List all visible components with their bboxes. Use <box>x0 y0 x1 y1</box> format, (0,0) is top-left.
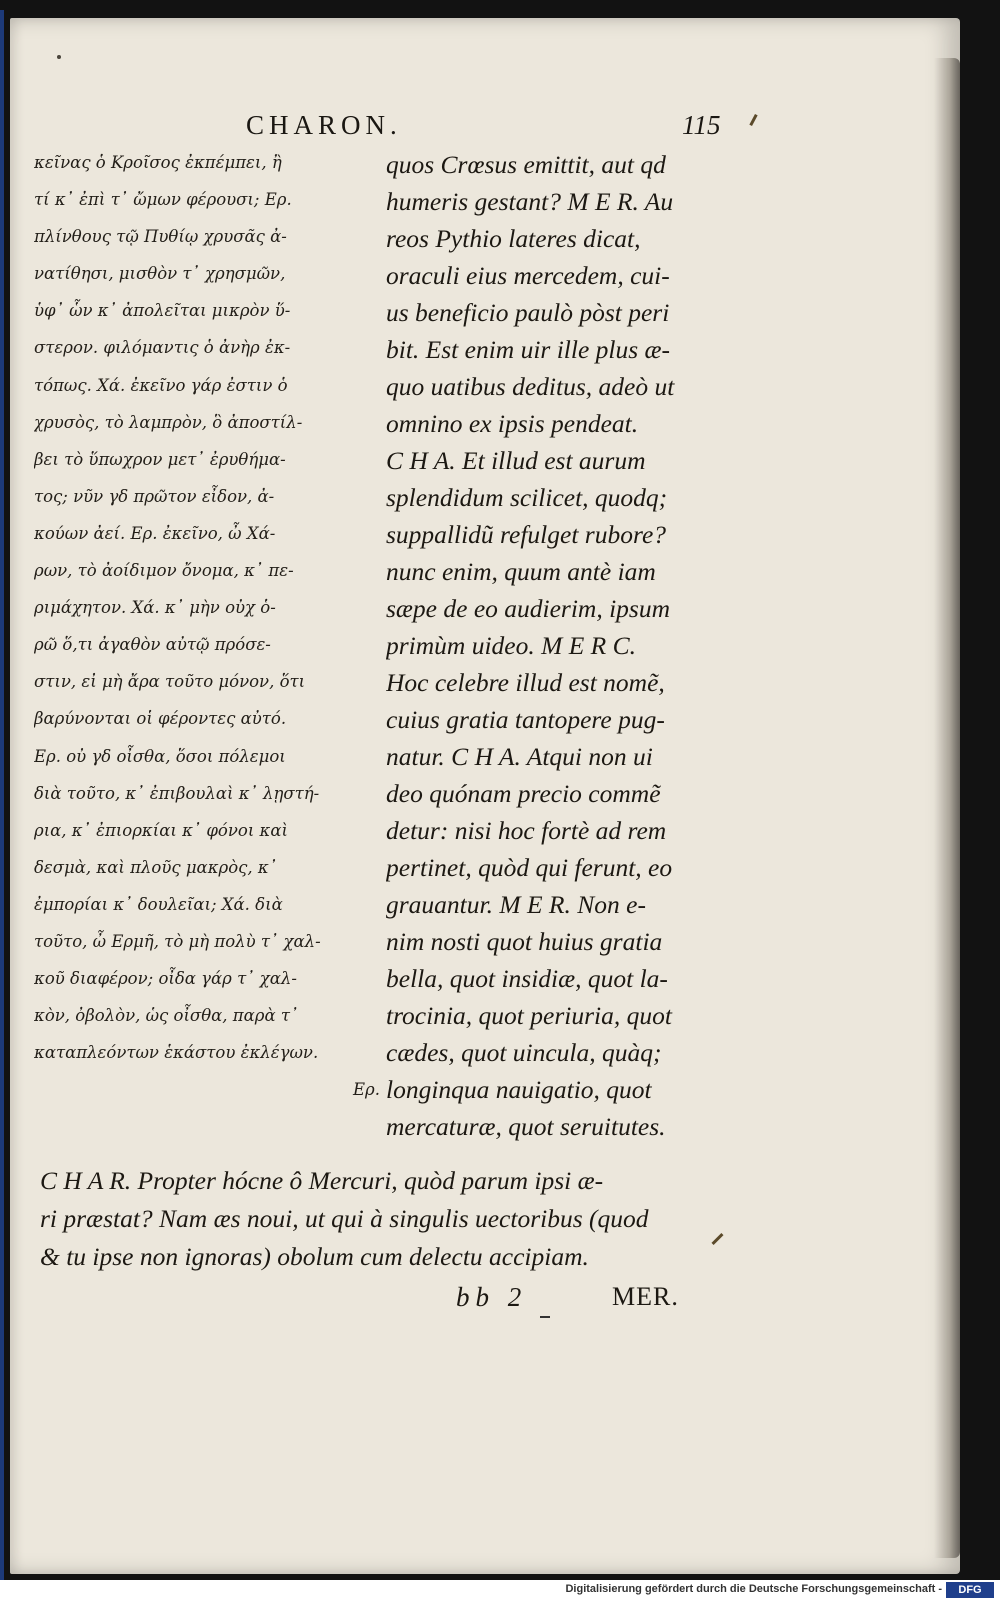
latin-text-line: grauantur. M E R. Non e- <box>386 890 646 919</box>
greek-text-line: ὑφ᾽ ὧν κ᾽ ἀπολεῖται μικρὸν ὕ- <box>34 301 291 321</box>
greek-text-line: κοῦ διαφέρον; οἶδα γάρ τ᾽ χαλ- <box>34 969 297 989</box>
latin-text-line: bella, quot insidiæ, quot la- <box>386 964 668 993</box>
greek-text-line: διὰ τοῦτο, κ᾽ ἐπιβουλαὶ κ᾽ λῃστή- <box>34 783 320 803</box>
dfg-logo: DFG <box>946 1582 994 1598</box>
full-width-text <box>40 1162 720 1276</box>
greek-text-line: καταπλεόντων ἑκάστου ἐκλέγων. <box>34 1043 319 1063</box>
page-edge-shadow <box>934 58 960 1558</box>
greek-text-line: κεῖνας ὁ Κροῖσος ἐκπέμπει, ἢ <box>34 153 282 172</box>
greek-text-line: νατίθησι, μισθὸν τ᾽ χρησμῶν, <box>34 264 286 284</box>
greek-text-line: στερον. φιλόμαντις ὁ ἀνὴρ ἐκ- <box>34 338 291 358</box>
greek-text-line: τοῦτο, ὦ Ερμῆ, τὸ μὴ πολὺ τ᾽ χαλ- <box>34 931 321 951</box>
greek-text-line: Ερ. οὐ γδ οἶσθα, ὅσοι πόλεμοι <box>34 746 286 766</box>
signature-rule <box>540 1316 550 1318</box>
latin-text-line: pertinet, quòd qui ferunt, eo <box>386 853 673 882</box>
latin-text-line: cædes, quot uincula, quàq; <box>386 1038 662 1067</box>
latin-text-line: sæpe de eo audierim, ipsum <box>386 594 671 623</box>
greek-text-line: στιν, εἰ μὴ ἄρα τοῦτο μόνον, ὅτι <box>34 672 306 692</box>
greek-text-column <box>34 144 384 1108</box>
latin-text-line: primùm uideo. M E R C. <box>386 631 637 660</box>
latin-text-line: & tu ipse non ignoras) obolum cum delectu accipiam. <box>40 1242 589 1271</box>
catchword: MER. <box>612 1282 679 1311</box>
greek-text-line: κούων ἀεί. Ερ. ἐκεῖνο, ὦ Χά- <box>34 523 276 543</box>
greek-text-line: δεσμὰ, καὶ πλοῦς μακρὸς, κ᾽ <box>34 857 277 877</box>
greek-text-line: ριμάχητον. Χά. κ᾽ μὴν οὐχ ὁ- <box>34 598 276 618</box>
latin-text-line: ri præstat? Nam æs noui, ut qui à singulis uectoribus (quod <box>40 1204 649 1233</box>
latin-text-line: trocinia, quot periuria, quot <box>386 1001 672 1030</box>
greek-text-line: τόπως. Χά. ἐκεῖνο γάρ ἐστιν ὁ <box>34 375 288 395</box>
latin-text-line: nim nosti quot huius gratia <box>386 927 663 956</box>
latin-text-line: deo quónam precio commẽ <box>386 779 661 808</box>
greek-text-line: πλίνθους τῷ Πυθίῳ χρυσᾶς ἀ- <box>34 227 287 247</box>
latin-text-column <box>386 146 716 1145</box>
running-head: CHARON. <box>246 110 402 140</box>
latin-text-line: quo uatibus deditus, adeò ut <box>386 372 675 401</box>
greek-text-line: τί κ᾽ ἐπὶ τ᾽ ὤμων φέρουσι; Ερ. <box>34 190 292 210</box>
latin-text-line: Hoc celebre illud est nomẽ, <box>386 668 665 697</box>
latin-text-line: detur: nisi hoc fortè ad rem <box>386 816 667 845</box>
greek-text-line: χρυσὸς, τὸ λαμπρὸν, ὃ ἀποστίλ- <box>34 412 303 432</box>
greek-text-line: Ερ. <box>353 1080 380 1100</box>
greek-text-line: ρια, κ᾽ ἐπιορκίαι κ᾽ φόνοι καὶ <box>34 820 288 840</box>
latin-text-line: suppallidũ refulget rubore? <box>386 520 667 549</box>
latin-text-line: reos Pythio lateres dicat, <box>386 224 641 253</box>
signature-mark: bb 2 <box>456 1282 528 1312</box>
latin-text-line: longinqua nauigatio, quot <box>386 1075 652 1104</box>
greek-text-line: ρων, τὸ ἀοίδιμον ὄνομα, κ᾽ πε- <box>34 561 294 581</box>
footer-bar <box>0 1580 1000 1600</box>
greek-text-line: ρῶ ὅ,τι ἀγαθὸν αὐτῷ πρόσε- <box>34 635 271 655</box>
scan-edge-strip <box>0 10 4 1580</box>
greek-text-line: βει τὸ ὕπωχρον μετ᾽ ἐρυθήμα- <box>34 449 286 469</box>
latin-text-line: C H A R. Propter hócne ô Mercuri, quòd parum ipsi æ- <box>40 1166 604 1195</box>
greek-text-line: βαρύνονται οἱ φέροντες αὐτό. <box>34 709 287 729</box>
latin-text-line: oraculi eius mercedem, cui- <box>386 261 670 290</box>
latin-text-line: natur. C H A. Atqui non ui <box>386 742 653 771</box>
greek-text-line: ἐμπορίαι κ᾽ δουλεῖαι; Χά. διὰ <box>34 894 283 914</box>
latin-text-line: omnino ex ipsis pendeat. <box>386 409 639 438</box>
page-number: 115 <box>682 110 721 140</box>
latin-text-line: C H A. Et illud est aurum <box>386 446 646 475</box>
latin-text-line: splendidum scilicet, quodq; <box>386 483 668 512</box>
latin-text-line: cuius gratia tantopere pug- <box>386 705 665 734</box>
latin-text-line: humeris gestant? M E R. Au <box>386 187 674 216</box>
funding-credit: Digitalisierung gefördert durch die Deutsche Forschungsgemeinschaft - <box>565 1583 942 1595</box>
ink-speck <box>57 55 61 59</box>
latin-text-line: us beneficio paulò pòst peri <box>386 298 670 327</box>
greek-text-line: κὸν, ὀβολὸν, ὡς οἶσθα, παρὰ τ᾽ <box>34 1006 299 1026</box>
latin-text-line: nunc enim, quum antè iam <box>386 557 656 586</box>
latin-text-line: mercaturæ, quot seruitutes. <box>386 1112 666 1141</box>
greek-text-line: τος; νῦν γδ πρῶτον εἶδον, ἀ- <box>34 486 275 506</box>
latin-text-line: quos Crœsus emittit, aut qd <box>386 150 666 179</box>
latin-text-line: bit. Est enim uir ille plus æ- <box>386 335 671 364</box>
